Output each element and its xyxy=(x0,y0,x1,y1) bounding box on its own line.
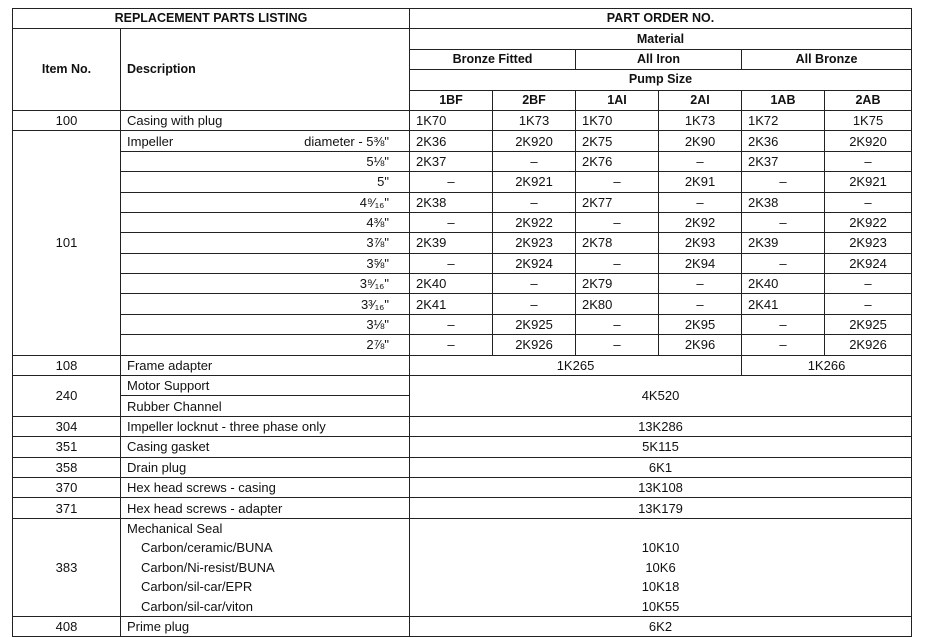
part-number: 2K924 xyxy=(493,253,576,273)
impeller-diameter: 3⁹⁄₁₆" xyxy=(121,274,410,294)
pump-size-header: Pump Size xyxy=(410,70,912,90)
part-number: 2K39 xyxy=(410,233,493,253)
table-row xyxy=(13,335,912,355)
size-header-2ab: 2AB xyxy=(825,90,912,110)
item-number: 408 xyxy=(13,616,121,636)
part-number: 10K6 xyxy=(410,558,912,577)
part-number: – xyxy=(742,335,825,355)
table-row xyxy=(13,596,912,616)
description-header: Description xyxy=(121,29,410,111)
part-number: 2K925 xyxy=(825,314,912,334)
part-number: 2K923 xyxy=(493,233,576,253)
part-number: 1K266 xyxy=(742,355,912,375)
table-row xyxy=(13,355,912,375)
table-row xyxy=(13,131,912,151)
part-number: 1K70 xyxy=(576,110,659,130)
part-number: 2K37 xyxy=(410,151,493,171)
impeller-diameter: 3⅞" xyxy=(121,233,410,253)
part-number: 2K921 xyxy=(493,172,576,192)
table-row xyxy=(13,498,912,518)
part-number: – xyxy=(742,172,825,192)
bronze-fitted-header: Bronze Fitted xyxy=(410,49,576,69)
impeller-diameter: 4⁹⁄₁₆" xyxy=(121,192,410,212)
part-number: 2K94 xyxy=(659,253,742,273)
table-row xyxy=(13,538,912,557)
part-number: 2K37 xyxy=(742,151,825,171)
part-order-title: PART ORDER NO. xyxy=(410,9,912,29)
item-description: Hex head screws - casing xyxy=(121,477,410,497)
item-number: 100 xyxy=(13,110,121,130)
item-number: 108 xyxy=(13,355,121,375)
part-number: 1K73 xyxy=(493,110,576,130)
impeller-diameter-label: diameter - 5⅜" xyxy=(304,133,389,149)
table-row xyxy=(13,558,912,577)
part-number: 2K925 xyxy=(493,314,576,334)
table-row xyxy=(13,253,912,273)
impeller-diameter: 5⅛" xyxy=(121,151,410,171)
part-number: 10K10 xyxy=(410,538,912,557)
part-number: 1K75 xyxy=(825,110,912,130)
item-description: Casing with plug xyxy=(121,110,410,130)
part-number: 1K72 xyxy=(742,110,825,130)
all-bronze-header: All Bronze xyxy=(742,49,912,69)
size-header-1ai: 1AI xyxy=(576,90,659,110)
part-number: – xyxy=(659,294,742,314)
table-row xyxy=(13,437,912,457)
part-number: 2K40 xyxy=(410,274,493,294)
part-number: 6K1 xyxy=(410,457,912,477)
part-number: 4K520 xyxy=(410,376,912,417)
table-row xyxy=(13,477,912,497)
part-number: – xyxy=(659,192,742,212)
seal-option: Carbon/sil-car/EPR xyxy=(121,577,410,596)
table-row xyxy=(13,192,912,212)
parts-table xyxy=(12,8,912,637)
part-number: – xyxy=(410,212,493,232)
part-number: 2K922 xyxy=(825,212,912,232)
table-row xyxy=(13,294,912,314)
part-number: – xyxy=(659,274,742,294)
table-row xyxy=(13,314,912,334)
part-number: – xyxy=(576,335,659,355)
part-number: – xyxy=(576,253,659,273)
item-description: Motor Support xyxy=(121,376,410,396)
part-number: – xyxy=(742,253,825,273)
table-row xyxy=(13,274,912,294)
part-number: 13K286 xyxy=(410,416,912,436)
item-number: 383 xyxy=(13,518,121,616)
part-number: – xyxy=(493,274,576,294)
seal-option: Carbon/ceramic/BUNA xyxy=(121,538,410,557)
impeller-diameter: 5" xyxy=(121,172,410,192)
parts-listing xyxy=(12,8,912,637)
item-description: Rubber Channel xyxy=(121,396,410,416)
part-number: 2K921 xyxy=(825,172,912,192)
part-number: – xyxy=(576,314,659,334)
table-row xyxy=(13,518,912,538)
item-no-header: Item No. xyxy=(13,29,121,111)
part-number: – xyxy=(742,314,825,334)
all-iron-header: All Iron xyxy=(576,49,742,69)
part-number: 13K179 xyxy=(410,498,912,518)
part-number: – xyxy=(493,151,576,171)
part-number: 2K77 xyxy=(576,192,659,212)
seal-option: Carbon/Ni-resist/BUNA xyxy=(121,558,410,577)
header-row-2 xyxy=(13,29,912,49)
part-number: 2K92 xyxy=(659,212,742,232)
table-row xyxy=(13,376,912,396)
table-row xyxy=(13,212,912,232)
part-number: 5K115 xyxy=(410,437,912,457)
part-number: – xyxy=(493,294,576,314)
part-number: 2K920 xyxy=(825,131,912,151)
part-number: 2K38 xyxy=(742,192,825,212)
part-number: – xyxy=(493,192,576,212)
item-description: Casing gasket xyxy=(121,437,410,457)
table-row xyxy=(13,110,912,130)
part-number: 2K95 xyxy=(659,314,742,334)
impeller-diameter: 2⅞" xyxy=(121,335,410,355)
part-number: 2K924 xyxy=(825,253,912,273)
item-description: Impeller locknut - three phase only xyxy=(121,416,410,436)
size-header-1bf: 1BF xyxy=(410,90,493,110)
item-number: 101 xyxy=(13,131,121,355)
part-number: – xyxy=(410,314,493,334)
table-row xyxy=(13,151,912,171)
part-number: – xyxy=(410,335,493,355)
part-number: 2K41 xyxy=(742,294,825,314)
part-number: 2K922 xyxy=(493,212,576,232)
part-number: – xyxy=(825,151,912,171)
table-row xyxy=(13,457,912,477)
part-number: 2K920 xyxy=(493,131,576,151)
item-description: Prime plug xyxy=(121,616,410,636)
part-number: 2K75 xyxy=(576,131,659,151)
item-number: 240 xyxy=(13,376,121,417)
part-number: – xyxy=(659,151,742,171)
part-number: 1K73 xyxy=(659,110,742,130)
part-number: 10K18 xyxy=(410,577,912,596)
item-number: 304 xyxy=(13,416,121,436)
table-row xyxy=(13,172,912,192)
part-number: 6K2 xyxy=(410,616,912,636)
impeller-label: Impeller xyxy=(127,133,174,149)
table-row xyxy=(13,616,912,636)
part-number: 2K76 xyxy=(576,151,659,171)
part-number: 2K38 xyxy=(410,192,493,212)
item-description: Mechanical Seal xyxy=(121,518,410,538)
part-number: 1K70 xyxy=(410,110,493,130)
part-number: 2K926 xyxy=(825,335,912,355)
part-number: 2K41 xyxy=(410,294,493,314)
item-description xyxy=(121,131,410,151)
header-row-1 xyxy=(13,9,912,29)
size-header-2bf: 2BF xyxy=(493,90,576,110)
part-number: – xyxy=(825,192,912,212)
impeller-diameter: 3³⁄₁₆" xyxy=(121,294,410,314)
part-number: 1K265 xyxy=(410,355,742,375)
part-number: – xyxy=(576,172,659,192)
part-number: 10K55 xyxy=(410,596,912,616)
listing-title: REPLACEMENT PARTS LISTING xyxy=(13,9,410,29)
item-description: Hex head screws - adapter xyxy=(121,498,410,518)
impeller-diameter: 3⅝" xyxy=(121,253,410,273)
part-number: – xyxy=(410,253,493,273)
part-number: 2K78 xyxy=(576,233,659,253)
item-description: Drain plug xyxy=(121,457,410,477)
part-number: 2K91 xyxy=(659,172,742,192)
part-number: – xyxy=(825,274,912,294)
part-number: – xyxy=(825,294,912,314)
part-number: 2K93 xyxy=(659,233,742,253)
part-number: – xyxy=(576,212,659,232)
item-number: 351 xyxy=(13,437,121,457)
part-number: 2K79 xyxy=(576,274,659,294)
part-number: 2K36 xyxy=(410,131,493,151)
part-number: 13K108 xyxy=(410,477,912,497)
material-header: Material xyxy=(410,29,912,49)
seal-option: Carbon/sil-car/viton xyxy=(121,596,410,616)
item-number: 358 xyxy=(13,457,121,477)
item-number: 370 xyxy=(13,477,121,497)
part-number: 2K90 xyxy=(659,131,742,151)
part-number: 2K39 xyxy=(742,233,825,253)
part-number: 2K80 xyxy=(576,294,659,314)
size-header-2ai: 2AI xyxy=(659,90,742,110)
part-number: 2K923 xyxy=(825,233,912,253)
table-row xyxy=(13,577,912,596)
part-number-blank xyxy=(410,518,912,538)
table-row xyxy=(13,233,912,253)
impeller-diameter: 4⅜" xyxy=(121,212,410,232)
part-number: 2K96 xyxy=(659,335,742,355)
part-number: 2K36 xyxy=(742,131,825,151)
part-number: – xyxy=(410,172,493,192)
item-description: Frame adapter xyxy=(121,355,410,375)
part-number: – xyxy=(742,212,825,232)
item-number: 371 xyxy=(13,498,121,518)
part-number: 2K926 xyxy=(493,335,576,355)
table-row xyxy=(13,416,912,436)
part-number: 2K40 xyxy=(742,274,825,294)
size-header-1ab: 1AB xyxy=(742,90,825,110)
impeller-diameter: 3⅛" xyxy=(121,314,410,334)
